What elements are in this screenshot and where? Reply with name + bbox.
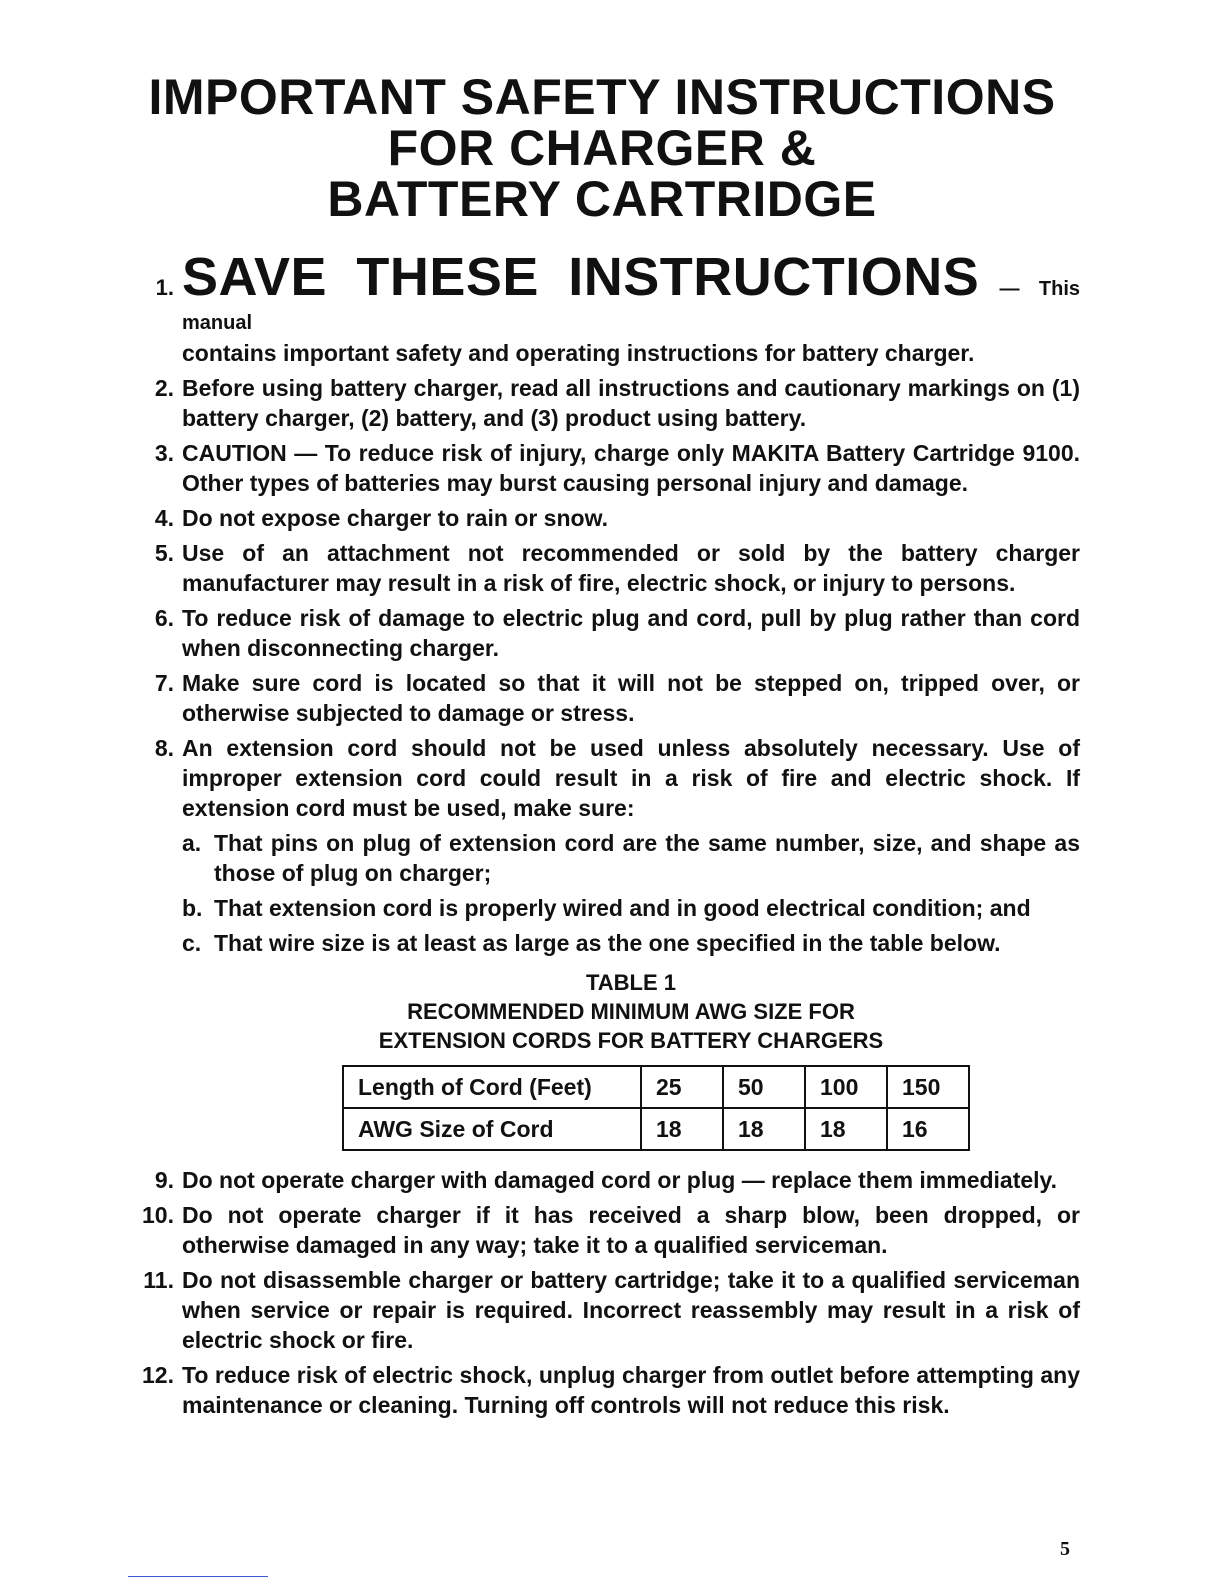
list-item	[140, 538, 1080, 598]
item-number: 12.	[142, 1362, 174, 1388]
list-item	[140, 668, 1080, 728]
item-text: To reduce risk of electric shock, unplug charger from outlet before attempting any maintenance or cleaning. Turning off controls will not reduce this risk.	[182, 1362, 1080, 1418]
item-text: An extension cord should not be used unless absolutely necessary. Use of improper extension cord could result in a risk of fire and electric shock. If extension cord must be used, make sure:	[182, 735, 1080, 821]
item-number: 10.	[142, 1202, 174, 1228]
item-number: 9.	[154, 1167, 174, 1193]
item-number: 6.	[154, 605, 174, 631]
item-text: Before using battery charger, read all instructions and cautionary markings on (1) battery charger, (2) battery, and (3) product using battery.	[182, 375, 1080, 431]
table-caption: TABLE 1	[585, 970, 677, 995]
item-text: Do not disassemble charger or battery cartridge; take it to a qualified serviceman when service or repair is required. Incorrect reassembly may result in a risk of electric shock or fire.	[182, 1267, 1080, 1353]
item-text: Do not operate charger if it has received a sharp blow, been dropped, or otherwise damaged in any way; take it to a qualified serviceman.	[182, 1202, 1080, 1258]
save-instructions-heading: SAVE THESE INSTRUCTIONS	[182, 247, 980, 307]
item-number: 8.	[154, 735, 174, 761]
table-cell: 18	[805, 1108, 887, 1150]
item-text: Make sure cord is located so that it will not be stepped on, tripped over, or otherwise subjected to damage or stress.	[182, 670, 1080, 726]
item-number: 11.	[143, 1267, 174, 1293]
item-text: Use of an attachment not recommended or sold by the battery charger manufacturer may result in a risk of fire, electric shock, or injury to persons.	[182, 540, 1080, 596]
page-number: 5	[1060, 1538, 1070, 1560]
page-title	[0, 69, 1204, 227]
item-text: To reduce risk of damage to electric plug and cord, pull by plug rather than cord when disconnecting charger.	[182, 605, 1080, 661]
item-number: 1.	[155, 275, 174, 300]
instruction-list	[140, 248, 1080, 1425]
item-text: contains important safety and operating instructions for battery charger.	[182, 340, 975, 366]
table-cell: 18	[641, 1108, 723, 1150]
table-cell: 100	[805, 1066, 887, 1108]
sub-item-letter: b.	[182, 895, 203, 921]
item-tail: — This manual	[182, 278, 1081, 334]
sub-item-text: That extension cord is properly wired and in good electrical condition; and	[214, 895, 1031, 921]
table-cell: 50	[723, 1066, 805, 1108]
item-number: 2.	[154, 375, 174, 401]
sub-item	[182, 928, 1080, 958]
list-item	[140, 438, 1080, 498]
list-item	[140, 1360, 1080, 1420]
list-item	[140, 373, 1080, 433]
sub-item	[182, 828, 1080, 888]
sub-item	[182, 893, 1080, 923]
table-cell: 18	[723, 1108, 805, 1150]
title-line-3: BATTERY CARTRIDGE	[327, 171, 877, 227]
list-item	[140, 1265, 1080, 1355]
list-item	[140, 1165, 1080, 1195]
sub-item-letter: c.	[182, 930, 202, 956]
sub-item-text: That pins on plug of extension cord are the same number, size, and shape as those of plug on charger;	[214, 830, 1080, 886]
item-number: 5.	[154, 540, 174, 566]
list-item	[140, 248, 1080, 368]
table-section	[140, 968, 1080, 1151]
sub-item-letter: a.	[182, 830, 202, 856]
table-cell: 16	[887, 1108, 969, 1150]
table-heading-line-2: EXTENSION CORDS FOR BATTERY CHARGERS	[378, 1028, 884, 1053]
title-line-2: FOR CHARGER &	[387, 120, 817, 176]
table-heading-line-1: RECOMMENDED MINIMUM AWG SIZE FOR	[407, 999, 855, 1024]
list-item	[140, 603, 1080, 663]
item-text: Do not expose charger to rain or snow.	[182, 505, 608, 531]
table-row-label: AWG Size of Cord	[343, 1108, 641, 1150]
list-item	[140, 733, 1080, 958]
list-item	[140, 503, 1080, 533]
item-text: Do not operate charger with damaged cord or plug — replace them immediately.	[182, 1167, 1058, 1193]
title-line-1: IMPORTANT SAFETY INSTRUCTIONS	[148, 69, 1056, 125]
table-cell: 150	[887, 1066, 969, 1108]
awg-table	[342, 1065, 970, 1151]
footer-rule	[128, 1576, 268, 1577]
item-number: 3.	[154, 440, 174, 466]
item-number: 7.	[154, 670, 174, 696]
sub-item-text: That wire size is at least as large as the one specified in the table below.	[214, 930, 1001, 956]
item-text: CAUTION — To reduce risk of injury, charge only MAKITA Battery Cartridge 9100. Other types of batteries may burst causing personal injury and damage.	[182, 440, 1080, 496]
table-cell: 25	[641, 1066, 723, 1108]
item-number: 4.	[154, 505, 174, 531]
table-row	[343, 1108, 969, 1150]
table-row	[343, 1066, 969, 1108]
list-item	[140, 1200, 1080, 1260]
table-row-label: Length of Cord (Feet)	[343, 1066, 641, 1108]
